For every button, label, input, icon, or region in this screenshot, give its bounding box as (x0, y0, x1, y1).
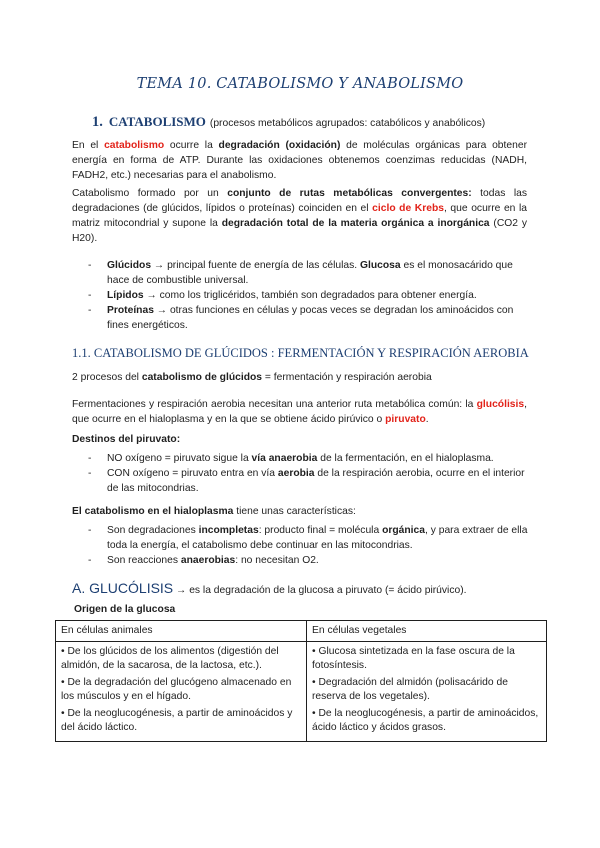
list-item-lipidos: - Lípidos → como los triglicéridos, también son degradados para obtener energía. (88, 288, 528, 303)
section-number: 1. (92, 114, 103, 130)
heading-hialoplasma: El catabolismo en el hialoplasma tiene unas características: (72, 506, 356, 517)
list-item-anaerobias: - Son reacciones anaerobias: no necesitan O2. (88, 553, 528, 568)
table-cell-vegetales (307, 642, 547, 742)
table-title: Origen de la glucosa (74, 604, 176, 615)
biomolecules-list (88, 258, 528, 333)
origen-glucosa-table (55, 620, 547, 742)
list-item: • Degradación del almidón (polisacárido de reserva de los vegetales). (312, 677, 508, 702)
section-label: CATABOLISMO (108, 114, 206, 129)
hialoplasma-list (88, 523, 528, 568)
list-item-con-oxigeno: - CON oxígeno = piruvato entra en vía aerobia de la respiración aerobia, ocurre en el interior de las mitocondrias. (88, 466, 528, 496)
paragraph-rutas-convergentes: Catabolismo formado por un conjunto de rutas metabólicas convergentes: todas las degradaciones (de glúcidos, lípidos o proteínas) coinciden en el ciclo de Krebs, que ocurre en la matriz mitocondrial y supone la degradación total de la materia orgánica a inorgánica (CO2 y H20). (72, 188, 528, 244)
list-item: • De la neoglucogénesis, a partir de aminoácidos, ácido láctico y ácidos grasos. (312, 708, 539, 733)
list-item-incompletas: - Son degradaciones incompletas: producto final = molécula orgánica, y para extraer de ella toda la energía, el catabolismo debe continuar en las mitocondrias. (88, 523, 528, 553)
section-heading-glucolisis: A. GLUCÓLISIS → es la degradación de la glucosa a piruvato (= ácido pirúvico). (72, 580, 467, 596)
paragraph-procesos-glucidos: 2 procesos del catabolismo de glúcidos = fermentación y respiración aerobia (72, 372, 432, 383)
paragraph-catabolismo-definicion: En el catabolismo ocurre la degradación (oxidación) de moléculas orgánicas para obtener energía en forma de ATP. Durante las oxidaciones obtenemos coenzimas reducidas (NADH, FADH2, etc.) necesarias para el anabolismo. (72, 140, 527, 181)
list-item: • Glucosa sintetizada en la fase oscura de la fotosíntesis. (312, 646, 515, 671)
list-item-glucidos: - Glúcidos → principal fuente de energía de las células. Glucosa es el monosacárido que hace de combustible universal. (88, 258, 528, 288)
heading-destinos-piruvato: Destinos del piruvato: (72, 434, 181, 445)
list-item: • De los glúcidos de los alimentos (digestión del almidón, de la sacarosa, de la lactosa, etc.). (61, 646, 279, 671)
list-item-proteinas: - Proteínas → otras funciones en células y pocas veces se degradan los aminoácidos con fines energéticos. (88, 303, 528, 333)
list-item-sin-oxigeno: - NO oxígeno = piruvato sigue la vía anaerobia de la fermentación, en el hialoplasma. (88, 451, 528, 466)
list-item: • De la degradación del glucógeno almacenado en los músculos y en el hígado. (61, 677, 292, 702)
section-heading-catabolismo (92, 114, 485, 131)
subsection-heading-glucidos: 1.1. CATABOLISMO DE GLÚCIDOS : FERMENTACIÓN Y RESPIRACIÓN AEROBIA (72, 346, 529, 360)
table-row (56, 642, 547, 742)
table-header-row (56, 621, 547, 642)
paragraph-glucolisis-comun: Fermentaciones y respiración aerobia necesitan una anterior ruta metabólica común: la glucólisis, que ocurre en el hialoplasma y en la que se obtiene ácido pirúvico o piruvato. (72, 399, 527, 425)
destinos-list (88, 451, 528, 496)
table-header-vegetales: En células vegetales (307, 621, 547, 642)
section-subtitle: (procesos metabólicos agrupados: catabólicos y anabólicos) (209, 118, 486, 129)
document-title: TEMA 10. CATABOLISMO Y ANABOLISMO (136, 76, 464, 92)
table-cell-animales (56, 642, 307, 742)
table-header-animales: En células animales (56, 621, 307, 642)
list-item: • De la neoglucogénesis, a partir de aminoácidos y del ácido láctico. (61, 708, 293, 733)
